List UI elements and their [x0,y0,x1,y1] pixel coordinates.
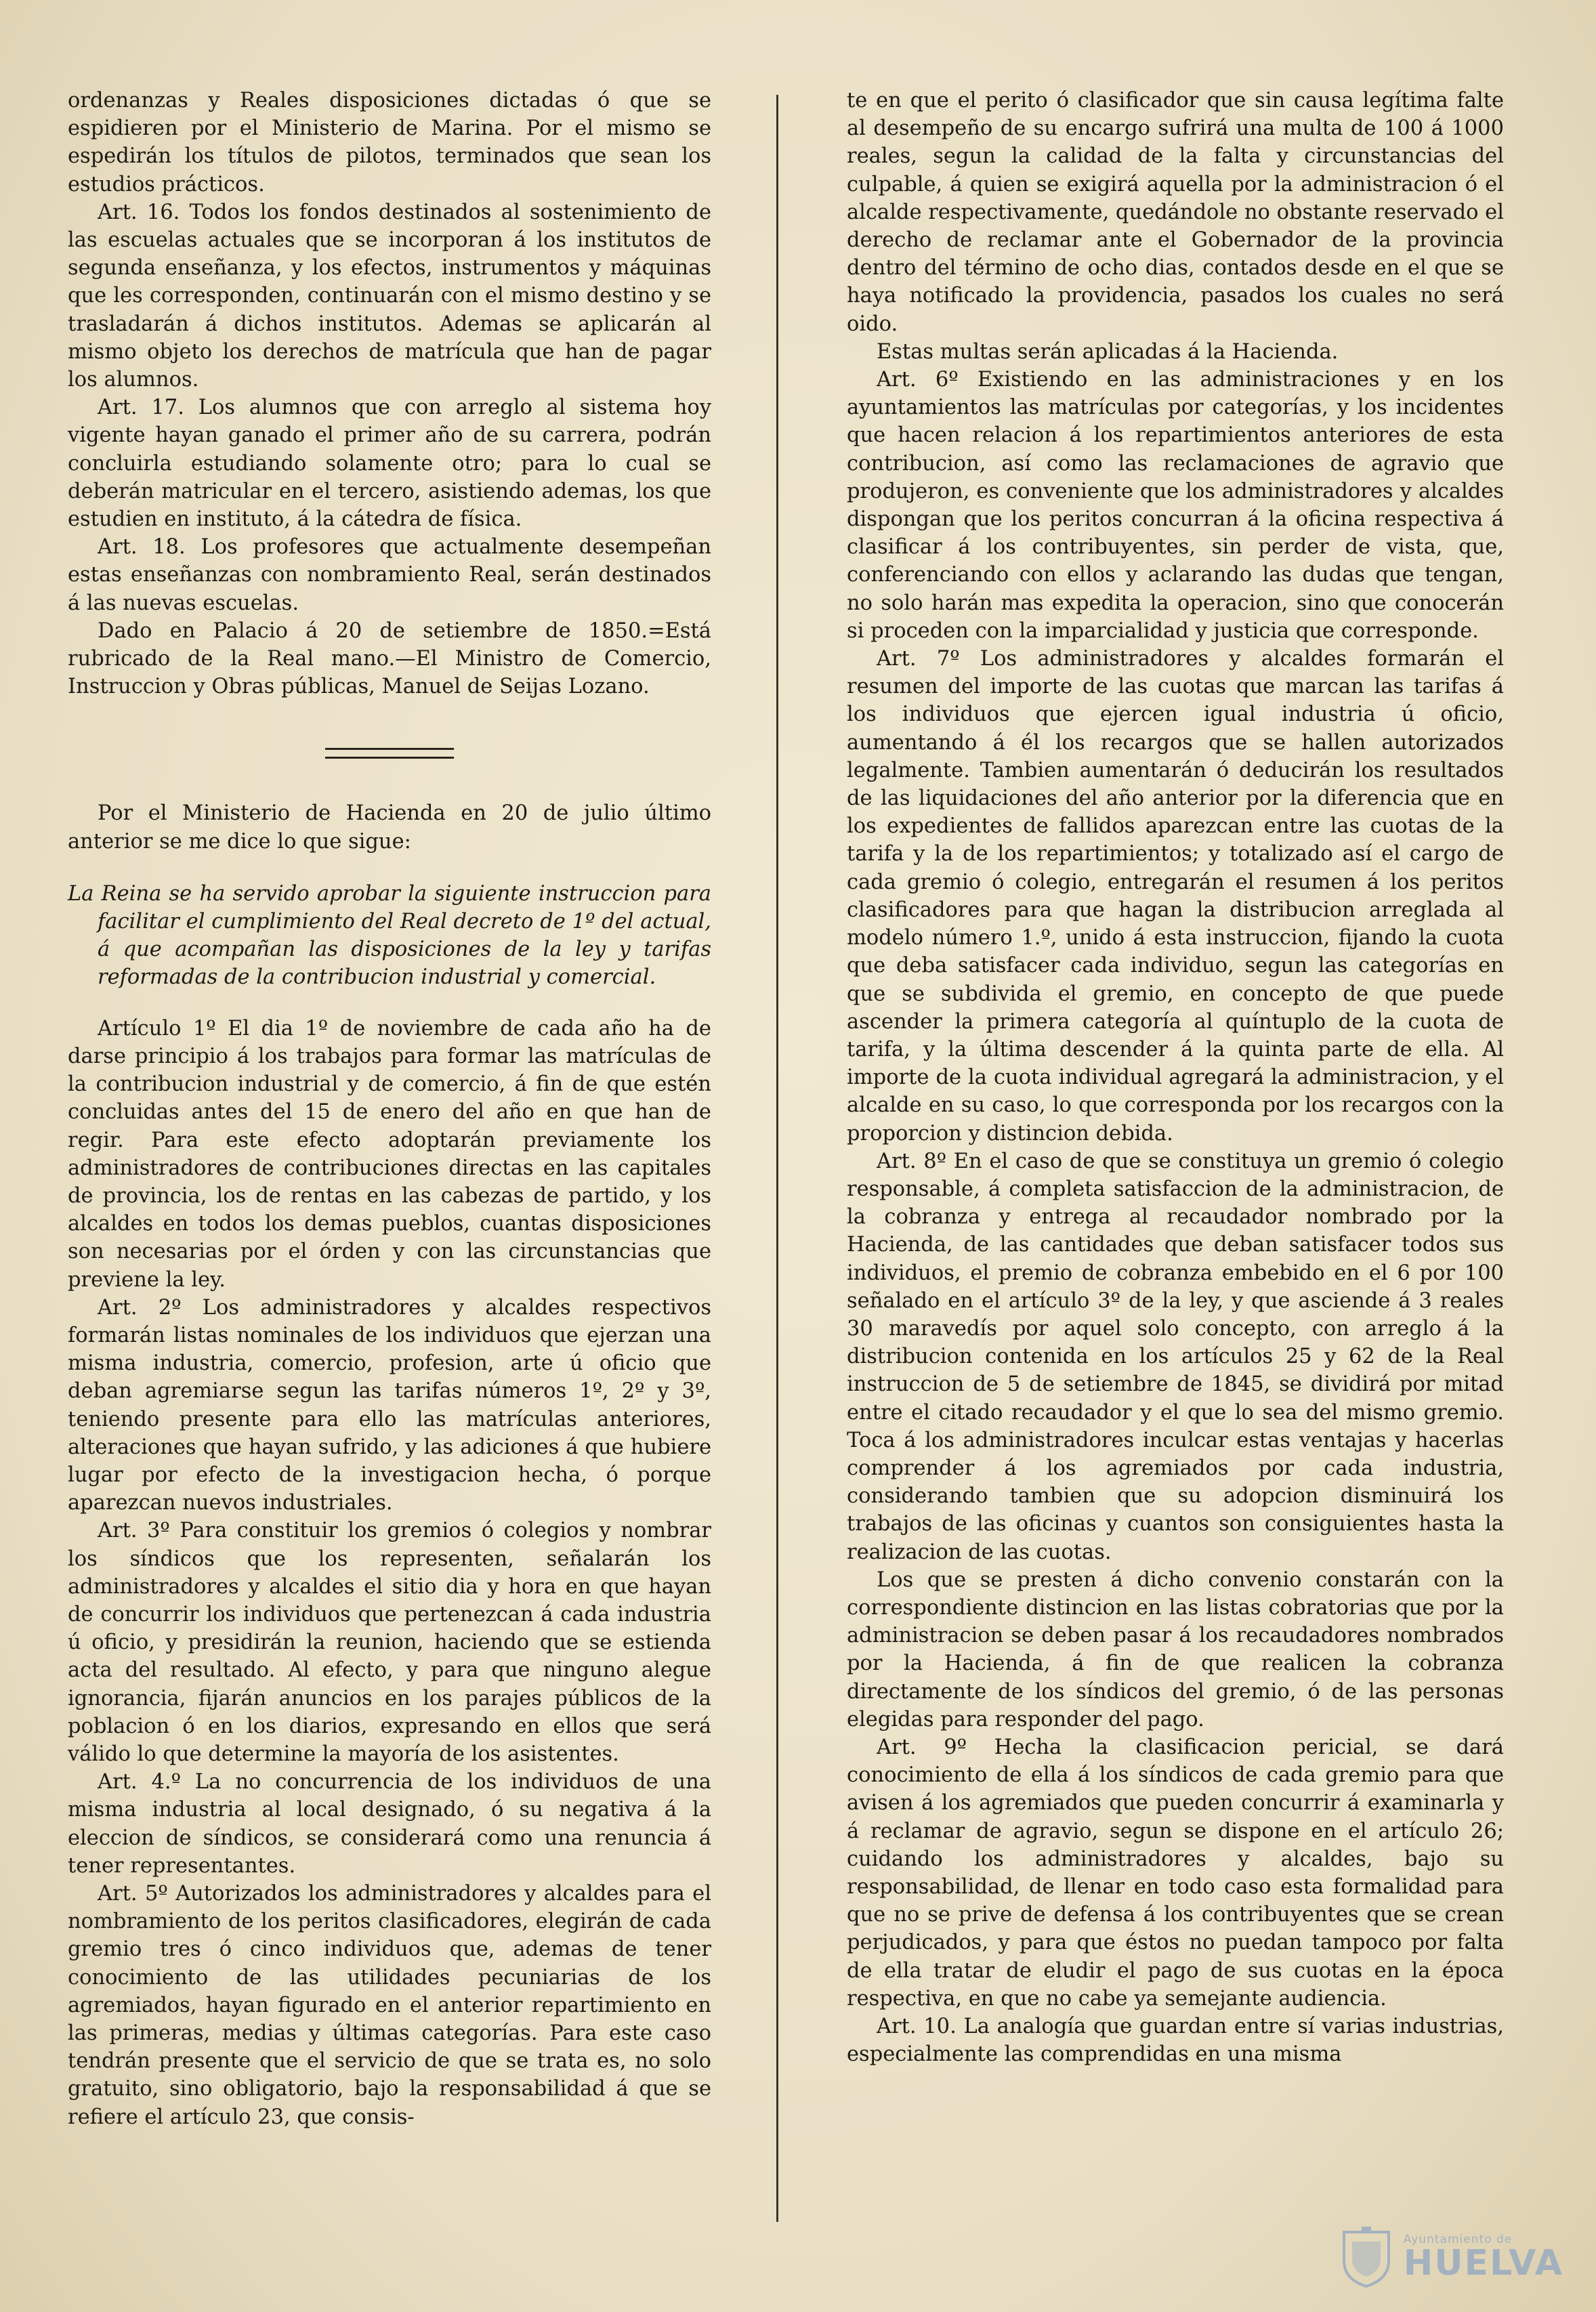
article-16: Art. 16. Todos los fondos destinados al sostenimiento de las escuelas actuales que se incorporan á los institutos de segunda enseñanza, y los efectos, instrumentos y máquinas que les corresponden, continuarán con el mismo destino y se trasladarán á dichos institutos. Ademas se aplicarán al mismo objeto los derechos de matrícula que han de pagar los alumnos. [68,200,711,392]
left-column [68,87,711,2131]
article-3: Art. 3º Para constituir los gremios ó colegios y nombrar los síndicos que los representen, señalarán los administradores y alcaldes el sitio dia y hora en que hayan de concurrir los individuos que pertenezcan á cada industria ú oficio, y presidirán la reunion, haciendo que se estienda acta del resultado. Al efecto, y para que ninguno alegue ignorancia, fijarán anuncios en los parajes públicos de la poblacion ó en los diarios, expresando en ellos que será válido lo que determine la mayoría de los asistentes. [68,1519,711,1766]
ministry-intro: Por el Ministerio de Hacienda en 20 de julio último anterior se me dice lo que sigue: [68,801,711,854]
watermark-big-text: HUELVA [1403,2242,1563,2284]
article-17: Art. 17. Los alumnos que con arreglo al sistema hoy vigente hayan ganado el primer año de su carrera, podrán concluirla estudiando solamente otro; para lo cual se deberán matricular en el tercero, asistiendo ademas, los que estudien en instituto, á la cátedra de física. [68,396,711,532]
column-divider [776,95,778,2222]
article-9: Art. 9º Hecha la clasificacion pericial, se dará conocimiento de ella á los síndicos de cada gremio para que avisen á los agremiados que pueden concurrir á examinarla y á reclamar de agravio, segun se dispone en el artículo 26; cuidando los administradores y alcaldes, bajo su responsabilidad, de llenar en todo caso esta formalidad para que no se prive de defensa á los contribuyentes que se crean perjudicados, y para que éstos no puedan tampoco por falta de ella tratar de eludir el pago de sus cuotas en la época respectiva, en que no cabe ya semejante audiencia. [847,1735,1504,2011]
article-5: Art. 5º Autorizados los administradores y alcaldes para el nombramiento de los peritos clasificadores, elegirán de cada gremio tres ó cinco individuos que, ademas de tener conocimiento de las utilidades pecuniarias de los agremiados, hayan figurado en el anterior repartimiento en las primeras, medias y últimas categorías. Para este caso tendrán presente que el servicio de que se trata es, no solo gratuito, sino obligatorio, bajo la responsabilidad á que se refiere el artículo 23, que consis- [68,1881,711,2129]
fines-paragraph: Estas multas serán aplicadas á la Hacienda. [877,339,1339,364]
article-7: Art. 7º Los administradores y alcaldes formarán el resumen del importe de las cuotas que marcan las tarifas á los individuos que ejercen igual industria ú oficio, aumentando á él los recargos que se hallen autorizados legalmente. Tambien aumentarán ó deducirán los resultados de las liquidaciones del año anterior por la diferencia que en los expedientes de fallidos aparezcan entre las cuotas de la tarifa y la de los repartimientos; y totalizado así el cargo de cada gremio ó colegio, entregarán el resumen á los peritos clasificadores para que hagan la distribucion arreglada al modelo número 1.º, unido á esta instruccion, fijando la cuota que deba satisfacer cada individuo, segun las categorías en que se subdivida el gremio, en concepto de que puede ascender la primera categoría al quíntuplo de la cuota de tarifa, y la última descender á la quinta parte de ella. Al importe de la cuota individual agregará la administracion, y el alcalde en su caso, lo que corresponda por los recargos con la proporcion y distincion debida. [847,647,1504,1146]
article-18: Art. 18. Los profesores que actualmente desempeñan estas enseñanzas con nombramiento Real, serán destinados á las nuevas escuelas. [68,535,711,615]
article-5-continuation: te en que el perito ó clasificador que sin causa legítima falte al desempeño de su encargo sufrirá una multa de 100 á 1000 reales, segun la calidad de la falta y circunstancias del culpable, á quien se exigirá aquella por la administracion ó el alcalde respectivamente, quedándole no obstante reservado el derecho de reclamar ante el Gobernador de la provincia dentro del término de ocho dias, contados desde en el que se haya notificado la providencia, pasados los cuales no será oido. [847,89,1504,336]
signature-paragraph: Dado en Palacio á 20 de setiembre de 1850.=Está rubricado de la Real mano.—El Ministro de Comercio, Instruccion y Obras públicas, Manuel de Seijas Lozano. [68,618,711,699]
coat-of-arms-icon [1337,2227,1395,2288]
article-8: Art. 8º En el caso de que se constituya un gremio ó colegio responsable, á completa satisfaccion de la administracion, de la cobranza y entrega al recaudador nombrado por la Hacienda, de las cantidades que deban satisfacer todos sus individuos, el premio de cobranza embebido en el 6 por 100 señalado en el artículo 3º de la ley, y que asciende á 3 reales 30 maravedís por aquel solo concepto, con arreglo á la distribucion contenida en los artículos 25 y 62 de la Real instruccion de 5 de setiembre de 1845, se dividirá por mitad entre el citado recaudador y el que lo sea del mismo gremio. Toca á los administradores inculcar estas ventajas y hacerlas comprender á los agremiados por cada industria, considerando tambien que su adopcion disminuirá los trabajos de las oficinas y cuantos son consiguientes hasta la realizacion de las cuotas. [847,1149,1504,1564]
watermark [1337,2227,1563,2288]
article-2: Art. 2º Los administradores y alcaldes respectivos formarán listas nominales de los individuos que ejerzan una misma industria, comercio, profesion, arte ú oficio que deban agremiarse segun las tarifas números 1º, 2º y 3º, teniendo presente para ello las matrículas anteriores, alteraciones que hayan sufrido, y las adiciones á que hubiere lugar por efecto de la investigacion hecha, ó porque aparezcan nuevos industriales. [68,1295,711,1515]
article-1: Artículo 1º El dia 1º de noviembre de cada año ha de darse principio á los trabajos para formar las matrículas de la contribucion industrial y de comercio, á fin de que estén concluidas antes del 15 de enero del año en que han de regir. Para este efecto adoptarán previamente los administradores de contribuciones directas en las capitales de provincia, los de rentas en las cabezas de partido, y los alcaldes en todos los demas pueblos, cuantas disposiciones son necesarias por el órden y con las circunstancias que previene la ley. [68,1016,711,1292]
paragraph-continuation: ordenanzas y Reales disposiciones dictadas ó que se espidieren por el Ministerio de Marina. Por el mismo se espedirán los títulos de pilotos, terminados que sean los estudios prácticos. [68,89,711,196]
watermark-text [1403,2232,1563,2284]
article-6: Art. 6º Existiendo en las administraciones y en los ayuntamientos las matrículas por categorías, y los incidentes que hacen relacion á los repartimientos anteriores de esta contribucion, así como las reclamaciones de agravio que produjeron, es conveniente que los administradores y alcaldes dispongan que los peritos concurran á la oficina respectiva á clasificar á los contribuyentes, sin perder de vista, que, conferenciando con ellos y aclarando las dudas que tengan, no solo harán mas expedita la operacion, sino que conocerán si proceden con la imparcialidad y justicia que corresponde. [847,368,1504,643]
watermark-small-text: Ayuntamiento de [1403,2232,1513,2246]
section-separator [325,748,454,759]
right-column [847,87,1504,2068]
convenio-paragraph: Los que se presten á dicho convenio constarán con la correspondiente distincion en las listas cobratorias que por la administracion se deben pasar á los recaudadores nombrados por la Hacienda, á fin de que realicen la cobranza directamente de los síndicos del gremio, ó de las personas elegidas para responder del pago. [847,1568,1504,1731]
article-10: Art. 10. La analogía que guardan entre sí varias industrias, especialmente las comprendidas en una misma [847,2015,1504,2067]
italic-intro-text: La Reina se ha servido aprobar la siguiente instruccion para facilitar el cumplimiento del Real decreto de 1º del actual, á que acompañan las disposiciones de la ley y tarifas reformadas de la contribucion industrial y comercial. [68,881,711,990]
italic-intro [68,880,711,992]
article-4: Art. 4.º La no concurrencia de los individuos de una misma industria al local designado, ó su negativa á la eleccion de síndicos, se considerará como una renuncia á tener representantes. [68,1770,711,1878]
